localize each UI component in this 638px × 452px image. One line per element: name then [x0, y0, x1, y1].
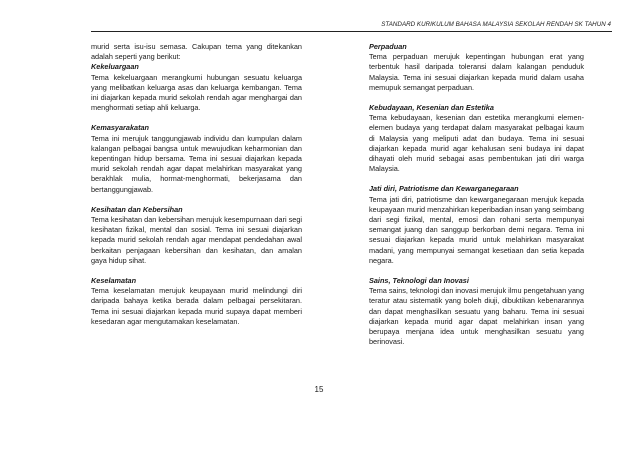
- section-body: Tema jati diri, patriotisme dan kewarganegaraan merujuk kepada keupayaan murid menzahirkan keperibadian insan yang seimbang dari segi fizikal, mental, emosi dan rohani serta mempunyai semangat juang dan sanggup berkorban demi negara. Tema ini sesuai diajarkan kepada murid untuk melahirkan masyarakat madani, yang mempunyai semangat kesetiaan dan setia kepada negara.: [369, 194, 584, 265]
- section-kesihatan: [91, 205, 302, 266]
- section-body: Tema keselamatan merujuk keupayaan murid melindungi diri daripada bahaya ketika berada dalam pelbagai persekitaran. Tema ini sesuai diajarkan kepada murid supaya dapat memberi kesedaran agar mengutamakan keselamatan.: [91, 286, 302, 326]
- section-title: Perpaduan: [369, 42, 407, 51]
- section-perpaduan: [369, 42, 584, 93]
- section-title: Jati diri, Patriotisme dan Kewarganegaraan: [369, 184, 519, 194]
- section-title: Kesihatan dan Kebersihan: [91, 204, 183, 214]
- section-kemasyarakatan: [91, 123, 302, 194]
- left-column: [91, 42, 302, 337]
- section-body: Tema sains, teknologi dan inovasi merujuk ilmu pengetahuan yang teratur atau sistematik yang boleh diuji, dibuktikan kebenarannya dan dapat menghasilkan sesuatu yang baharu. Tema ini sesuai diajarkan kepada murid agar dapat melahirkan insan yang berupaya menjana idea untuk menghasilkan sesuatu yang berinovasi.: [369, 286, 584, 347]
- section-title: Sains, Teknologi dan Inovasi: [369, 276, 469, 286]
- right-column: [369, 42, 584, 357]
- section-body: Tema kebudayaan, kesenian dan estetika merangkumi elemen-elemen budaya yang terdapat dalam masyarakat pelbagai kaum di Malaysia yang meliputi adat dan budaya. Tema ini sesuai diajarkan kepada murid agar kehalusan seni budaya ini dapat dihayati oleh murid sebagai asas pembentukan jati diri warga Malaysia.: [369, 113, 584, 174]
- section-kebudayaan: [369, 103, 584, 174]
- section-title: Keselamatan: [91, 276, 137, 286]
- section-body: Tema ini merujuk tanggungjawab individu dan kumpulan dalam kalangan pelbagai bangsa untuk mewujudkan keharmonian dan kepentingan hidup bersama. Tema ini sesuai diajarkan kepada murid sekolah rendah agar dapat melahirkan masyarakat yang berakhlak mulia, hormat-menghormati, bekerjasama dan bertanggungjawab.: [91, 133, 302, 194]
- section-jati-diri: [369, 184, 584, 266]
- section-body: Tema kekeluargaan merangkumi hubungan sesuatu keluarga yang melibatkan keluarga asas dan keluarga kembangan. Tema ini diajarkan kepada murid sekolah rendah agar menghargai dan menghormati setiap ahli keluarga.: [91, 72, 302, 113]
- running-header: STANDARD KURIKULUM BAHASA MALAYSIA SEKOLAH RENDAH SK TAHUN 4: [381, 21, 611, 28]
- intro-paragraph: murid serta isu-isu semasa. Cakupan tema yang ditekankan adalah seperti yang berikut:: [91, 42, 302, 62]
- section-body: Tema perpaduan merujuk kepentingan hubungan erat yang terbentuk hasil daripada toleransi dalam kalangan penduduk Malaysia. Tema ini sesuai diajarkan kepada murid dalam usaha memupuk semangat perpaduan.: [369, 52, 584, 92]
- section-body: Tema kesihatan dan kebersihan merujuk kesempurnaan dari segi kesihatan fizikal, mental dan sosial. Tema ini sesuai diajarkan kepada murid sekolah rendah agar mendapat pendedahan awal berkaitan penjagaan kebersihan dan kesihatan, dan amalan gaya hidup sihat.: [91, 215, 302, 265]
- section-keselamatan: [91, 276, 302, 327]
- section-sains-teknologi: [369, 276, 584, 347]
- section-title: Kemasyarakatan: [91, 123, 150, 133]
- header-rule: [91, 31, 612, 32]
- section-kekeluargaan: [91, 62, 302, 113]
- section-title: Kekeluargaan: [91, 62, 139, 72]
- page-number: 15: [314, 385, 324, 394]
- section-title: Kebudayaan, Kesenian dan Estetika: [369, 103, 494, 113]
